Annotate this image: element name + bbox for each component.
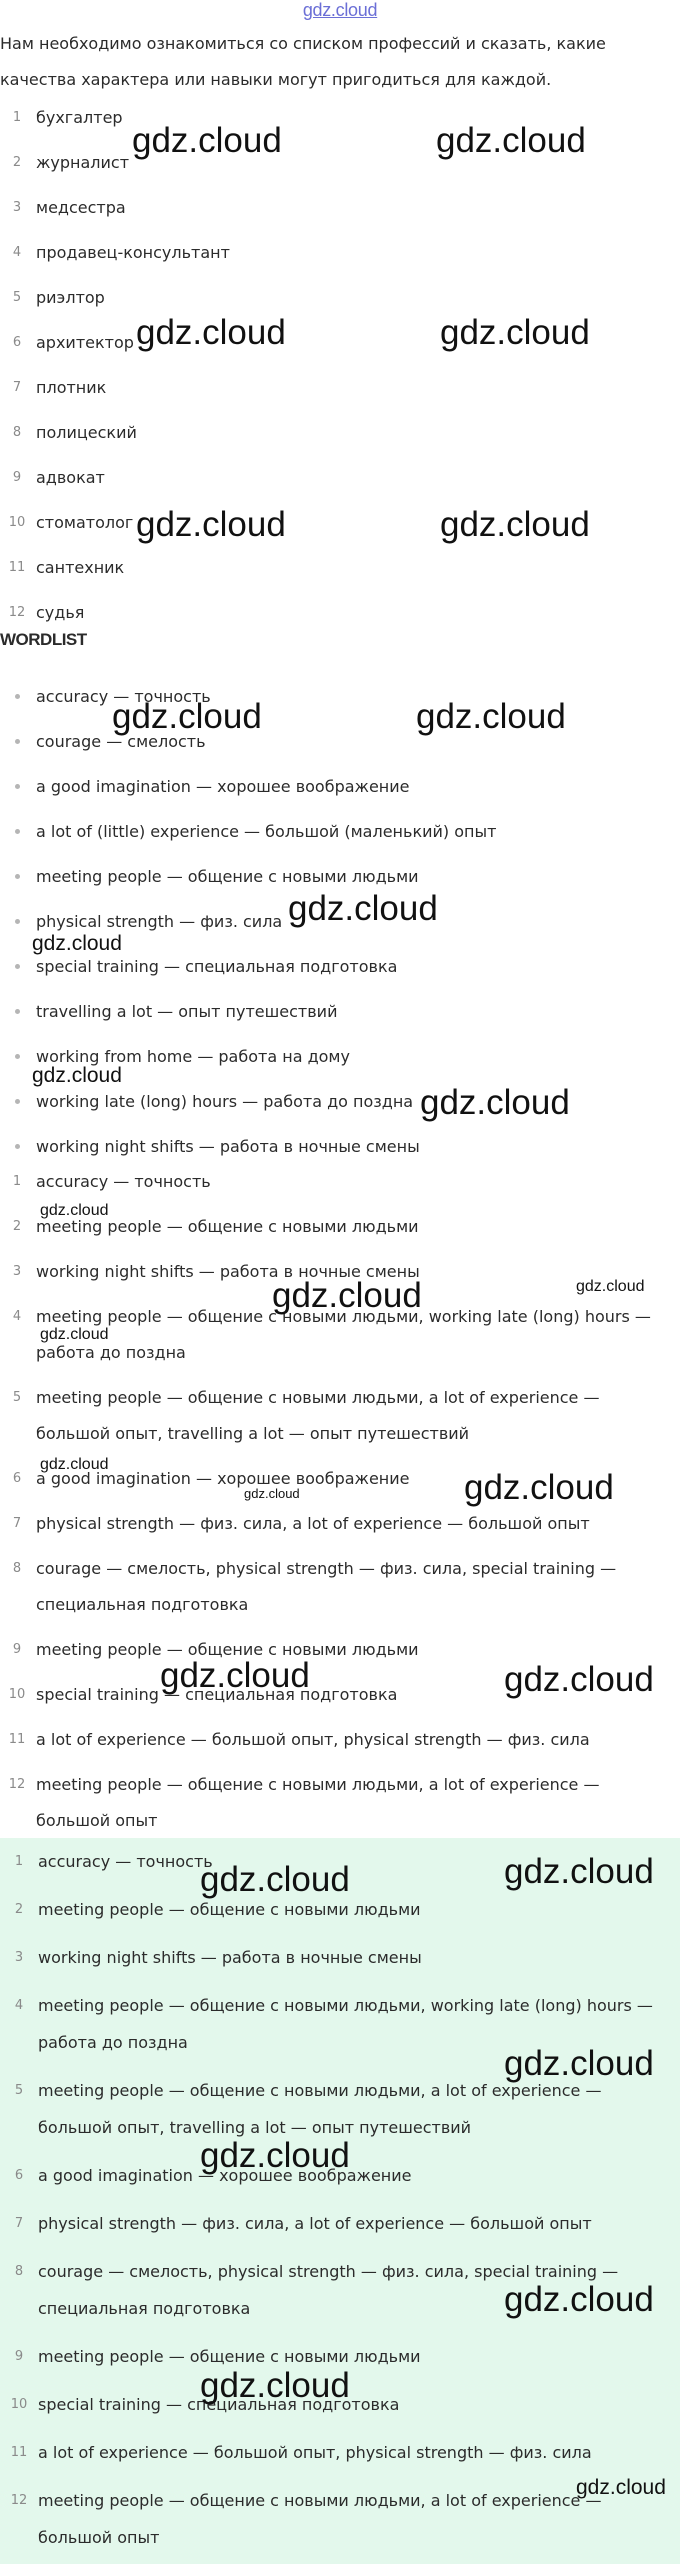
answer-text: a lot of experience — большой опыт, physical strength — физ. сила	[36, 1730, 590, 1749]
watermark: gdz.cloud	[112, 697, 262, 736]
answer-text: meeting people — общение с новыми людьми	[38, 2347, 421, 2366]
answer-item	[0, 1673, 670, 1718]
wordlist-item	[0, 674, 670, 719]
bullet-icon	[15, 964, 20, 969]
answer-item	[2, 2067, 672, 2152]
bullet-icon	[15, 829, 20, 834]
answer-item	[2, 1934, 672, 1982]
watermark: gdz.cloud	[40, 1326, 109, 1343]
bullet-icon	[15, 1144, 20, 1149]
answer-text: courage — смелость, physical strength — физ. сила, special training — специальная подготовка	[38, 2262, 619, 2318]
watermark: gdz.cloud	[504, 2280, 654, 2319]
watermark: gdz.cloud	[576, 2476, 666, 2499]
answer-text: courage — смелость, physical strength — физ. сила, special training — специальная подготовка	[36, 1559, 617, 1614]
item-number: 4	[12, 1309, 22, 1324]
answer-item	[2, 2152, 672, 2200]
item-number: 5	[14, 2083, 24, 2098]
item-number: 4	[14, 1998, 24, 2013]
profession-item	[0, 545, 670, 590]
answer-item	[0, 1547, 670, 1628]
item-number: 8	[12, 425, 22, 440]
profession-item	[0, 275, 670, 320]
answer-item	[2, 2381, 672, 2429]
item-number: 7	[14, 2216, 24, 2231]
profession-text: медсестра	[36, 198, 126, 217]
answer-list	[0, 1160, 670, 1844]
wordlist-item	[0, 944, 670, 989]
answer-item	[0, 1718, 670, 1763]
wordlist-text: special training — специальная подготовка	[36, 957, 398, 976]
item-number: 1	[12, 110, 22, 125]
item-number: 11	[8, 560, 26, 575]
watermark: gdz.cloud	[32, 932, 122, 955]
answer-item	[2, 1982, 672, 2067]
profession-text: архитектор	[36, 333, 134, 352]
site-logo[interactable]: gdz.cloud	[302, 0, 378, 20]
answer-item	[2, 2429, 672, 2477]
watermark: gdz.cloud	[244, 1486, 300, 1501]
watermark: gdz.cloud	[136, 313, 286, 352]
wordlist-text: physical strength — физ. сила	[36, 912, 283, 931]
answer-text: meeting people — общение с новыми людьми, a lot of experience — большой опыт	[36, 1775, 600, 1830]
watermark: gdz.cloud	[288, 889, 438, 928]
item-number: 7	[12, 1516, 22, 1531]
task-intro: Нам необходимо ознакомиться со списком профессий и сказать, какие качества характера или навыки могут пригодиться для каждой.	[0, 34, 606, 89]
answer-item	[2, 2200, 672, 2248]
profession-text: стоматолог	[36, 513, 134, 532]
wordlist-text: a good imagination — хорошее воображение	[36, 777, 410, 796]
wordlist-text: a lot of (little) experience — большой (маленький) опыт	[36, 822, 497, 841]
answer-panel	[0, 1838, 680, 2564]
watermark: gdz.cloud	[440, 505, 590, 544]
watermark: gdz.cloud	[40, 1456, 109, 1473]
item-number: 10	[10, 2397, 28, 2412]
profession-item	[0, 500, 670, 545]
item-number: 4	[12, 245, 22, 260]
wordlist-item	[0, 719, 670, 764]
answer-text: meeting people — общение с новыми людьми, a lot of experience — большой опыт	[38, 2491, 602, 2547]
item-number: 3	[12, 200, 22, 215]
watermark: gdz.cloud	[136, 505, 286, 544]
answer-text: a good imagination — хорошее воображение	[38, 2166, 412, 2185]
answer-item	[0, 1763, 670, 1844]
profession-item	[0, 185, 670, 230]
item-number: 7	[12, 380, 22, 395]
profession-text: адвокат	[36, 468, 105, 487]
answer-item	[0, 1160, 670, 1205]
answer-text: special training — специальная подготовка	[36, 1685, 398, 1704]
item-number: 5	[12, 1390, 22, 1405]
watermark: gdz.cloud	[200, 2136, 350, 2175]
answer-text: special training — специальная подготовка	[38, 2395, 400, 2414]
item-number: 1	[14, 1854, 24, 1869]
item-number: 9	[14, 2349, 24, 2364]
item-number: 1	[12, 1174, 22, 1189]
profession-item	[0, 590, 670, 635]
answer-item	[0, 1205, 670, 1250]
answer-text: a lot of experience — большой опыт, physical strength — физ. сила	[38, 2443, 592, 2462]
watermark: gdz.cloud	[40, 1202, 109, 1219]
bullet-icon	[15, 739, 20, 744]
wordlist-item	[0, 1034, 670, 1079]
item-number: 12	[8, 1777, 26, 1792]
wordlist-text: working night shifts — работа в ночные смены	[36, 1137, 420, 1156]
answer-text: physical strength — физ. сила, a lot of experience — большой опыт	[38, 2214, 592, 2233]
answer-text: meeting people — общение с новыми людьми, a lot of experience — большой опыт, travelling a lot — опыт путешествий	[38, 2081, 602, 2137]
bullet-icon	[15, 1054, 20, 1059]
wordlist-heading: WORDLIST	[0, 630, 87, 649]
answer-item	[0, 1295, 670, 1376]
watermark: gdz.cloud	[576, 1278, 645, 1295]
answer-text: accuracy — точность	[38, 1852, 213, 1871]
item-number: 11	[8, 1732, 26, 1747]
watermark: gdz.cloud	[504, 1660, 654, 1699]
item-number: 10	[8, 515, 26, 530]
wordlist-text: working from home — работа на дому	[36, 1047, 350, 1066]
watermark: gdz.cloud	[440, 313, 590, 352]
item-number: 5	[12, 290, 22, 305]
item-number: 11	[10, 2445, 28, 2460]
answer-item	[0, 1457, 670, 1502]
profession-text: плотник	[36, 378, 107, 397]
watermark: gdz.cloud	[160, 1656, 310, 1695]
answer-list-highlighted	[2, 1838, 672, 2562]
item-number: 6	[12, 335, 22, 350]
wordlist-text: meeting people — общение с новыми людьми	[36, 867, 419, 886]
item-number: 3	[12, 1264, 22, 1279]
answer-item	[0, 1502, 670, 1547]
answer-item	[2, 2333, 672, 2381]
wordlist-item	[0, 854, 670, 899]
item-number: 8	[12, 1561, 22, 1576]
watermark: gdz.cloud	[32, 1064, 122, 1087]
item-number: 12	[10, 2493, 28, 2508]
profession-item	[0, 140, 670, 185]
wordlist-text: accuracy — точность	[36, 687, 211, 706]
profession-item	[0, 410, 670, 455]
profession-text: полицеский	[36, 423, 137, 442]
item-number: 6	[14, 2168, 24, 2183]
item-number: 6	[12, 1471, 22, 1486]
item-number: 10	[8, 1687, 26, 1702]
watermark: gdz.cloud	[504, 1852, 654, 1891]
watermark: gdz.cloud	[416, 697, 566, 736]
watermark: gdz.cloud	[132, 121, 282, 160]
answer-item	[2, 2477, 672, 2562]
profession-item	[0, 455, 670, 500]
profession-text: бухгалтер	[36, 108, 123, 127]
answer-item	[2, 2248, 672, 2333]
answer-text: meeting people — общение с новыми людьми	[36, 1640, 419, 1659]
wordlist-item	[0, 989, 670, 1034]
answer-text: meeting people — общение с новыми людьми	[36, 1217, 419, 1236]
answer-item	[0, 1628, 670, 1673]
profession-text: риэлтор	[36, 288, 105, 307]
wordlist-item	[0, 809, 670, 854]
profession-item	[0, 230, 670, 275]
answer-item	[2, 1838, 672, 1886]
watermark: gdz.cloud	[200, 2366, 350, 2405]
profession-item	[0, 95, 670, 140]
profession-list	[0, 95, 670, 635]
item-number: 9	[12, 1642, 22, 1657]
wordlist-item	[0, 1079, 670, 1124]
item-number: 2	[14, 1902, 24, 1917]
answer-text: meeting people — общение с новыми людьми	[38, 1900, 421, 1919]
answer-text: physical strength — физ. сила, a lot of experience — большой опыт	[36, 1514, 590, 1533]
item-number: 12	[8, 605, 26, 620]
wordlist-item	[0, 899, 670, 944]
item-number: 3	[14, 1950, 24, 1965]
profession-item	[0, 365, 670, 410]
bullet-icon	[15, 1009, 20, 1014]
profession-text: продавец-консультант	[36, 243, 230, 262]
wordlist-item	[0, 764, 670, 809]
profession-item	[0, 320, 670, 365]
item-number: 2	[12, 1219, 22, 1234]
bullet-icon	[15, 784, 20, 789]
wordlist-text: courage — смелость	[36, 732, 206, 751]
profession-text: судья	[36, 603, 85, 622]
item-number: 9	[12, 470, 22, 485]
answer-text: meeting people — общение с новыми людьми, working late (long) hours — работа до поздна	[36, 1307, 651, 1362]
answer-text: accuracy — точность	[36, 1172, 211, 1191]
bullet-icon	[15, 1099, 20, 1104]
wordlist-text: travelling a lot — опыт путешествий	[36, 1002, 338, 1021]
watermark: gdz.cloud	[200, 1860, 350, 1899]
bullet-icon	[15, 694, 20, 699]
wordlist	[0, 674, 670, 1169]
answer-item	[2, 1886, 672, 1934]
bullet-icon	[15, 874, 20, 879]
item-number: 2	[12, 155, 22, 170]
bullet-icon	[15, 919, 20, 924]
answer-item	[0, 1250, 670, 1295]
answer-text: meeting people — общение с новыми людьми, working late (long) hours — работа до поздна	[38, 1996, 653, 2052]
profession-text: сантехник	[36, 558, 125, 577]
watermark: gdz.cloud	[420, 1083, 570, 1122]
watermark: gdz.cloud	[504, 2044, 654, 2083]
watermark: gdz.cloud	[272, 1276, 422, 1315]
wordlist-text: working late (long) hours — работа до поздна	[36, 1092, 414, 1111]
answer-text: working night shifts — работа в ночные смены	[38, 1948, 422, 1967]
profession-text: журналист	[36, 153, 130, 172]
item-number: 8	[14, 2264, 24, 2279]
watermark: gdz.cloud	[464, 1468, 614, 1507]
answer-text: meeting people — общение с новыми людьми, a lot of experience — большой опыт, travelling a lot — опыт путешествий	[36, 1388, 600, 1443]
answer-item	[0, 1376, 670, 1457]
answer-text: working night shifts — работа в ночные смены	[36, 1262, 420, 1281]
watermark: gdz.cloud	[436, 121, 586, 160]
answer-text: a good imagination — хорошее воображение	[36, 1469, 410, 1488]
